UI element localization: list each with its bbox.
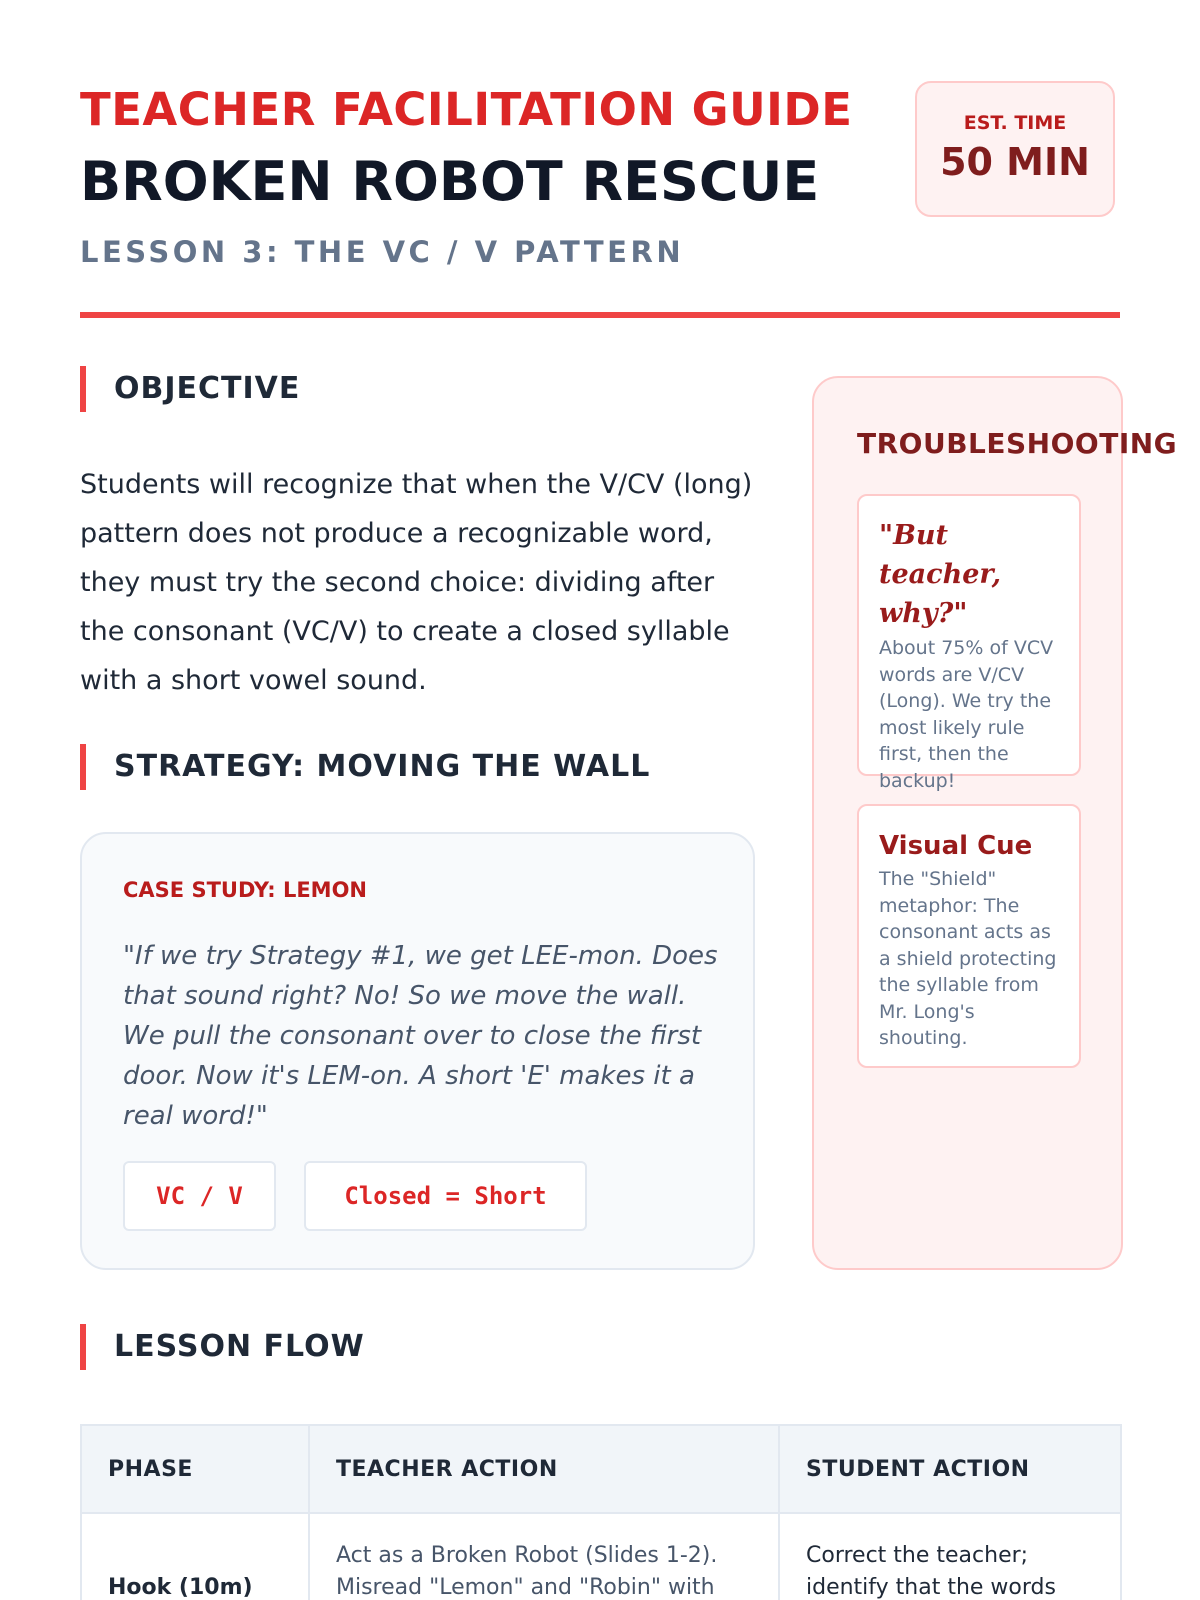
guide-title: TEACHER FACILITATION GUIDE — [80, 83, 853, 136]
phase-cell: Hook (10m) — [81, 1513, 309, 1600]
header-divider — [80, 312, 1120, 318]
tip-card — [857, 494, 1081, 792]
troubleshooting-panel — [812, 376, 1178, 1270]
tip-body: About 75% of VCV words are V/CV (Long). We try the most likely rule first, then the backup! — [879, 637, 1054, 792]
tip-card — [857, 804, 1081, 1068]
estimated-time-badge — [915, 81, 1115, 217]
lesson-subtitle: LESSON 3: THE VC / V PATTERN — [80, 235, 685, 269]
table-row — [81, 1513, 1121, 1600]
table-header-row — [81, 1425, 1121, 1513]
case-study-card — [80, 832, 755, 1270]
column-header-phase: PHASE — [81, 1425, 309, 1513]
tip-body: The "Shield" metaphor: The consonant acts as a shield protecting the syllable from Mr. Long's shouting. — [879, 868, 1057, 1049]
case-study-label: CASE STUDY: LEMON — [123, 878, 367, 902]
strategy-heading: STRATEGY: MOVING THE WALL — [80, 744, 650, 790]
column-header-teacher-action: TEACHER ACTION — [309, 1425, 779, 1513]
lesson-flow-table — [80, 1424, 1122, 1600]
troubleshooting-title: TROUBLESHOOTING — [857, 427, 1178, 460]
tip-title: "But teacher, why?" — [879, 520, 1002, 629]
lesson-flow-heading: LESSON FLOW — [80, 1324, 365, 1370]
est-time-value: 50 MIN — [940, 140, 1090, 184]
student-action-cell: Correct the teacher; identify that the words — [779, 1513, 1121, 1600]
column-header-student-action: STUDENT ACTION — [779, 1425, 1121, 1513]
case-study-quote: "If we try Strategy #1, we get LEE-mon. Does that sound right? No! So we move the wall. We pull the consonant over to close the first door. Now it's LEM-on. A short 'E' makes it a real word!" — [123, 941, 718, 1131]
objective-text: Students will recognize that when the V/CV (long) pattern does not produce a recognizable word, they must try the second choice: dividing after the consonant (VC/V) to create a closed syllable with a short vowel sound. — [80, 469, 753, 696]
rule-tag: Closed = Short — [304, 1161, 587, 1231]
facilitation-guide-page — [80, 0, 1178, 1600]
tip-title: Visual Cue — [879, 831, 1033, 861]
pattern-tag: VC / V — [123, 1161, 276, 1231]
objective-heading: OBJECTIVE — [80, 366, 300, 412]
lesson-title: BROKEN ROBOT RESCUE — [80, 150, 820, 213]
est-time-label: EST. TIME — [963, 112, 1067, 134]
teacher-action-cell: Act as a Broken Robot (Slides 1-2). Misread "Lemon" and "Robin" with — [309, 1513, 779, 1600]
